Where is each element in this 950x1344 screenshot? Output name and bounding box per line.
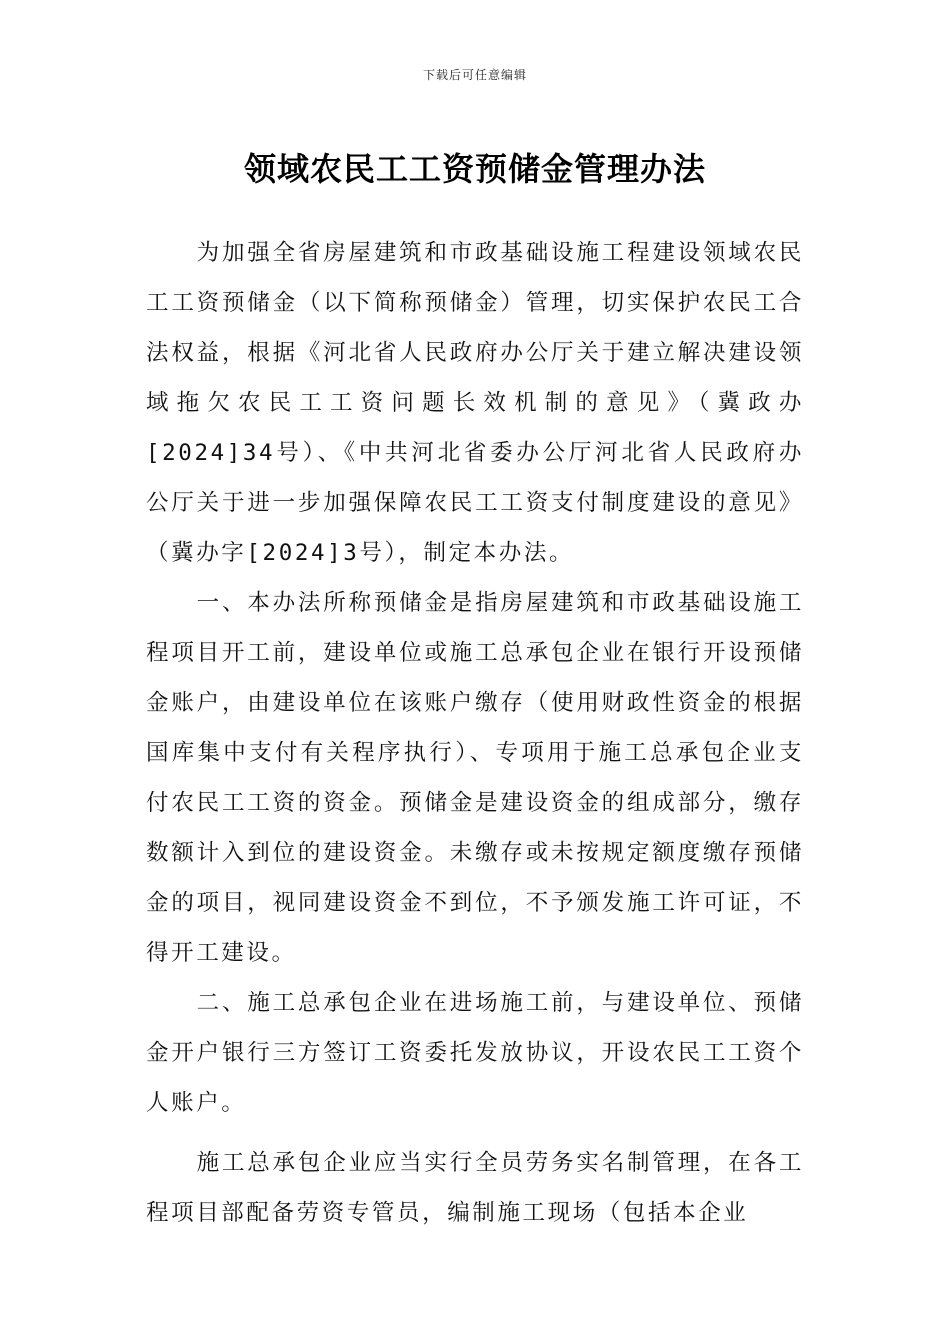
article-2-paragraph: 二、施工总承包企业在进场施工前，与建设单位、预储金开户银行三方签订工资委托发放协议，开设农民工工资个人账户。 — [146, 990, 804, 1116]
article-2-continued-paragraph: 施工总承包企业应当实行全员劳务实名制管理，在各工程项目部配备劳资专管员，编制施工现场（包括本企业 — [146, 1150, 804, 1226]
document-title: 领域农民工工资预储金管理办法 — [243, 150, 706, 189]
intro-paragraph: 为加强全省房屋建筑和市政基础设施工程建设领域农民工工资预储金（以下简称预储金）管理，切实保护农民工合法权益，根据《河北省人民政府办公厅关于建立解决建设领域拖欠农民工工资问题长效机制的意见》（冀政办[2024]34号）、《中共河北省委办公厅河北省人民政府办公厅关于进一步加强保障农民工工资支付制度建设的意见》（冀办字[2024]3号），制定本办法。 — [146, 240, 804, 566]
download-note: 下载后可任意编辑 — [422, 68, 527, 82]
document-body — [146, 228, 804, 1238]
article-1-paragraph: 一、本办法所称预储金是指房屋建筑和市政基础设施工程项目开工前，建设单位或施工总承包企业在银行开设预储金账户，由建设单位在该账户缴存（使用财政性资金的根据国库集中支付有关程序执行）、专项用于施工总承包企业支付农民工工资的资金。预储金是建设资金的组成部分，缴存数额计入到位的建设资金。未缴存或未按规定额度缴存预储金的项目，视同建设资金不到位，不予颁发施工许可证，不得开工建设。 — [146, 590, 804, 966]
